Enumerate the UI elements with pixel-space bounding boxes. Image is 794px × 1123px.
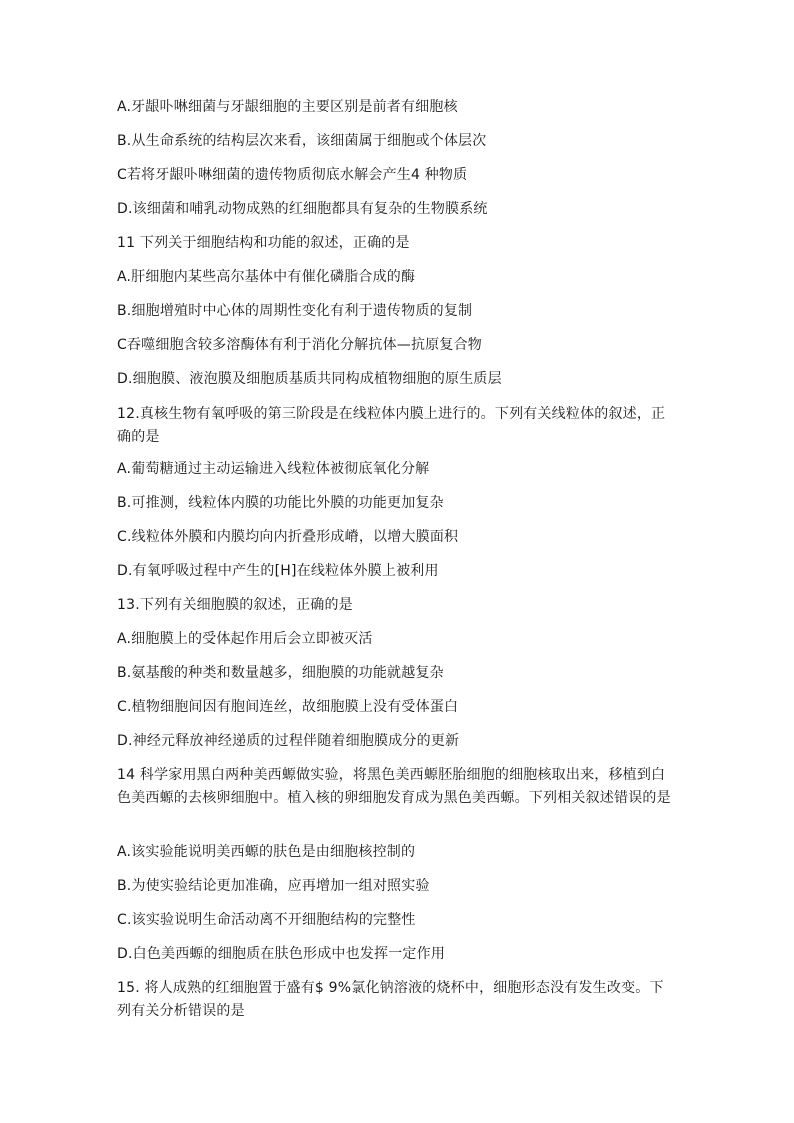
option-c-q14: C.该实验说明生命活动离不开细胞结构的完整性 xyxy=(117,912,416,928)
option-c-q12: C.线粒体外膜和内膜均向内折叠形成嵴，以增大膜面积 xyxy=(117,529,459,545)
option-b-q13: B.氨基酸的种类和数量越多，细胞膜的功能就越复杂 xyxy=(117,665,444,681)
option-d-q11: D.细胞膜、液泡膜及细胞质基质共同构成植物细胞的原生质层 xyxy=(117,371,502,387)
option-c-q13: C.植物细胞间因有胞间连丝，故细胞膜上没有受体蛋白 xyxy=(117,699,459,715)
option-a-q12: A.葡萄糖通过主动运输进入线粒体被彻底氧化分解 xyxy=(117,461,430,477)
option-b-q10: B.从生命系统的结构层次来看，该细菌属于细胞或个体层次 xyxy=(117,133,487,149)
question-15: 15. 将人成熟的红细胞置于盛有$ 9%氯化钠溶液的烧杯中，细胞形态没有发生改变。下列有关分析错误的是 xyxy=(117,980,664,1019)
question-14: 14 科学家用黑白两种美西螈做实验，将黑色美西螈胚胎细胞的细胞核取出来，移植到白色美西螈的去核卵细胞中。植入核的卵细胞发育成为黑色美西螈。下列相关叙述错误的是 xyxy=(117,767,671,806)
option-b-q12: B.可推测，线粒体内膜的功能比外膜的功能更加复杂 xyxy=(117,495,444,511)
option-b-q11: B.细胞增殖时中心体的周期性变化有利于遗传物质的复制 xyxy=(117,303,473,319)
option-a-q14: A.该实验能说明美西螈的肤色是由细胞核控制的 xyxy=(117,844,416,860)
option-d-q14: D.白色美西螈的细胞质在肤色形成中也发挥一定作用 xyxy=(117,946,446,962)
option-d-q10: D.该细菌和哺乳动物成熟的红细胞都具有复杂的生物膜系统 xyxy=(117,201,488,217)
question-13: 13.下列有关细胞膜的叙述，正确的是 xyxy=(117,597,353,613)
option-b-q14: B.为使实验结论更加准确，应再增加一组对照实验 xyxy=(117,878,430,894)
option-d-q13: D.神经元释放神经递质的过程伴随着细胞膜成分的更新 xyxy=(117,733,460,749)
option-c-q10: C若将牙龈卟啉细菌的遗传物质彻底水解会产生4 种物质 xyxy=(117,167,468,183)
option-d-q12: D.有氧呼吸过程中产生的[H]在线粒体外膜上被利用 xyxy=(117,563,439,579)
option-a-q11: A.肝细胞内某些高尔基体中有催化磷脂合成的酶 xyxy=(117,269,416,285)
option-c-q11: C吞噬细胞含较多溶酶体有利于消化分解抗体—抗原复合物 xyxy=(117,337,482,353)
option-a-q13: A.细胞膜上的受体起作用后会立即被灭活 xyxy=(117,631,373,647)
question-11: 11 下列关于细胞结构和功能的叙述，正确的是 xyxy=(117,235,410,251)
option-a-q10: A.牙龈卟啉细菌与牙龈细胞的主要区别是前者有细胞核 xyxy=(117,99,458,115)
question-12: 12.真核生物有氧呼吸的第三阶段是在线粒体内膜上进行的。下列有关线粒体的叙述，正确的是 xyxy=(117,406,666,445)
